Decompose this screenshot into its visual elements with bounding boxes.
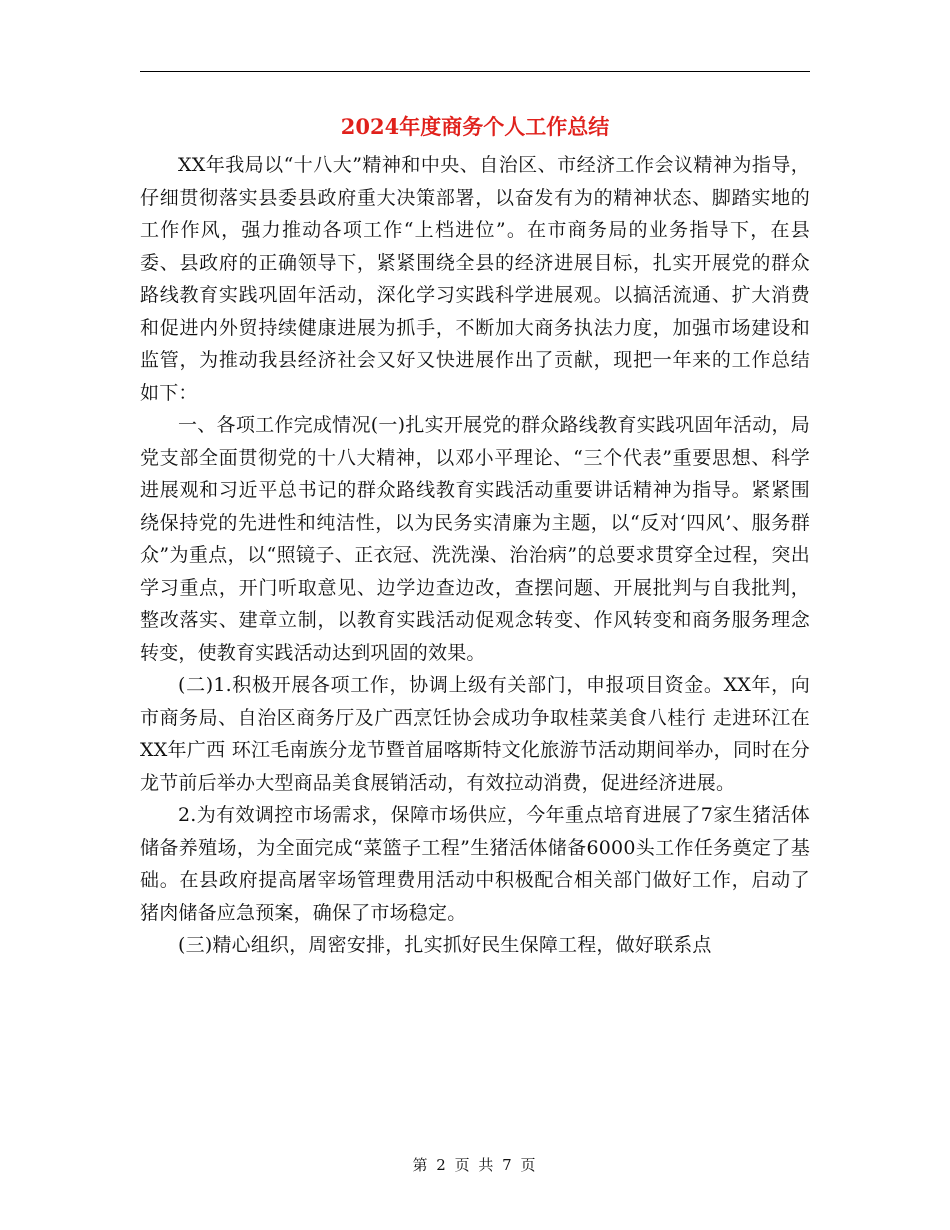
paragraph-section-three: (三)精心组织，周密安排，扎实抓好民生保障工程，做好联系点	[178, 934, 712, 956]
paragraph-intro: XX年我局以“十八大”精神和中央、自治区、市经济工作会议精神为指导，仔细贯彻落实县委县政府重大决策部署，以奋发有为的精神状态、脚踏实地的工作作风，强力推动各项工作“上档进位”。在市商务局的业务指导下，在县委、县政府的正确领导下，紧紧围绕全县的经济进展目标，扎实开展党的群众路线教育实践巩固年活动，深化学习实践科学进展观。以搞活流通、扩大消费和促进内外贸持续健康进展为抓手，不断加大商务执法力度，加强市场建设和监管，为推动我县经济社会又好又快进展作出了贡献，现把一年来的工作总结如下：	[140, 154, 810, 404]
header-rule	[140, 71, 810, 72]
document-body	[140, 149, 810, 962]
paragraph-section-two: (二)1.积极开展各项工作，协调上级有关部门，申报项目资金。XX年，向市商务局、自治区商务厅及广西烹饪协会成功争取桂菜美食八桂行 走进环江在XX年广西 环江毛南族分龙节暨首届喀斯特文化旅游节活动期间举办，同时在分龙节前后举办大型商品美食展销活动，有效拉动消费，促进经济进展。	[140, 674, 810, 794]
page-number-footer: 第 2 页 共 7 页	[412, 1156, 538, 1174]
paragraph-section-one: 一、各项工作完成情况(一)扎实开展党的群众路线教育实践巩固年活动，局党支部全面贯彻党的十八大精神，以邓小平理论、“三个代表”重要思想、科学进展观和习近平总书记的群众路线教育实践活动重要讲话精神为指导。紧紧围绕保持党的先进性和纯洁性，以为民务实清廉为主题，以“反对‘四风’、服务群众”为重点，以“照镜子、正衣冠、洗洗澡、治治病”的总要求贯穿全过程，突出学习重点，开门听取意见、边学边查边改，查摆问题、开展批判与自我批判，整改落实、建章立制，以教育实践活动促观念转变、作风转变和商务服务理念转变，使教育实践活动达到巩固的效果。	[140, 414, 810, 664]
document-title: 2024年度商务个人工作总结	[340, 114, 610, 139]
paragraph-item-two: 2.为有效调控市场需求，保障市场供应，今年重点培育进展了7家生猪活体储备养殖场，为全面完成“菜篮子工程”生猪活体储备6000头工作任务奠定了基础。在县政府提高屠宰场管理费用活动中积极配合相关部门做好工作，启动了猪肉储备应急预案，确保了市场稳定。	[140, 804, 810, 924]
